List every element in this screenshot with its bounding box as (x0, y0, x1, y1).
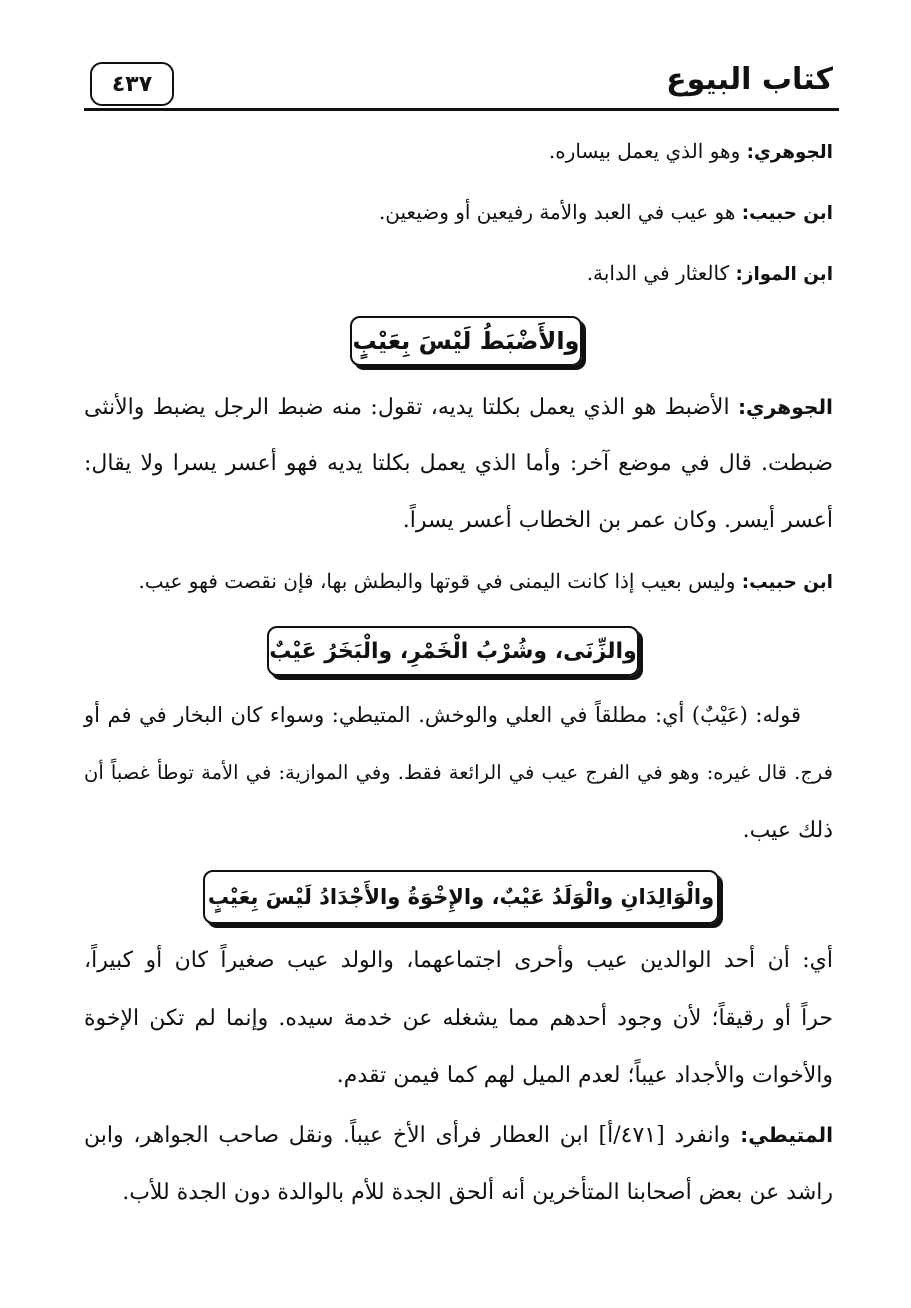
paragraph-text: هو عيب في العبد والأمة رفيعين أو وضيعين. (378, 200, 742, 224)
page-number: ٤٣٧ (111, 71, 153, 97)
paragraph-text: ذلك عيب. (742, 818, 833, 843)
header-rule (84, 108, 839, 111)
explanation-line-2 (84, 1004, 833, 1034)
paragraph-jawhari-2-line-3 (84, 506, 833, 536)
matn-text: والزِّنَى، وشُرْبُ الْخَمْرِ، والْبَخَرُ عَيْبٌ (269, 638, 637, 664)
speaker-label: المتيطي: (740, 1123, 834, 1147)
speaker-label: ابن حبيب: (741, 203, 833, 224)
paragraph-jawhari-2-line-1 (84, 392, 833, 423)
commentary-line-1 (84, 700, 801, 730)
explanation-line-3 (84, 1061, 833, 1091)
paragraph-text: وليس بعيب إذا كانت اليمنى في قوتها والبطش بها، فإن نقصت فهو عيب. (138, 569, 742, 593)
paragraph-ibn-habib-1 (84, 197, 833, 229)
paragraph-text: كالعثار في الدابة. (586, 261, 736, 285)
paragraph-ibn-habib-2 (84, 566, 833, 598)
paragraph-text: فرج. قال غيره: وهو في الفرج عيب في الرائعة فقط. وفي الموازية: في الأمة توطأ غصباً أن (84, 761, 833, 784)
paragraph-text: وانفرد [٤٧١/أ] ابن العطار فرأى الأخ عيباً. ونقل صاحب الجواهر، وابن (84, 1123, 741, 1148)
paragraph-text: حراً أو رقيقاً؛ لأن وجود أحدهم مما يشغله عن خدمة سيده. وإنما لم تكن الإخوة (84, 1006, 833, 1031)
speaker-label: الجوهري: (737, 395, 833, 419)
paragraph-jawhari-1 (84, 136, 833, 168)
paragraph-text: أعسر أيسر. وكان عمر بن الخطاب أعسر يسراً. (402, 508, 833, 533)
page-number-box (90, 62, 174, 106)
paragraph-ibn-al-mawaz (84, 258, 833, 290)
matn-text: والأَضْبَطُ لَيْسَ بِعَيْبٍ (352, 327, 580, 355)
commentary-line-2 (84, 758, 833, 788)
speaker-label: ابن المواز: (735, 264, 833, 285)
paragraph-text: قوله: (عَيْبٌ) أي: مطلقاً في العلي والوخش. المتيطي: وسواء كان البخار في فم أو (84, 703, 801, 727)
speaker-label: الجوهري: (746, 142, 833, 163)
speaker-label: ابن حبيب: (741, 572, 833, 593)
paragraph-jawhari-2-line-2 (84, 449, 833, 479)
matn-text: والْوَالِدَانِ والْوَلَدُ عَيْبٌ، والإِخْوَةُ والأَجْدَادُ لَيْسَ بِعَيْبٍ (207, 885, 715, 909)
paragraph-text: أي: أن أحد الوالدين عيب وأحرى اجتماعهما، والولد عيب صغيراً كان أو كبيراً، (84, 948, 833, 973)
matn-box-2 (267, 626, 639, 676)
paragraph-mutaytii-line-1 (84, 1120, 833, 1151)
commentary-line-3 (84, 816, 833, 846)
paragraph-text: راشد عن بعض أصحابنا المتأخرين أنه ألحق الجدة للأم بالوالدة دون الجدة للأب. (122, 1180, 833, 1205)
paragraph-text: والأخوات والأجداد عيباً؛ لعدم الميل لهم كما فيمن تقدم. (336, 1063, 833, 1088)
paragraph-text: ضبطت. قال في موضع آخر: وأما الذي يعمل بكلتا يديه فهو أعسر يسرا ولا يقال: (84, 451, 833, 476)
paragraph-text: وهو الذي يعمل بيساره. (548, 139, 747, 163)
matn-box-3 (203, 870, 719, 924)
running-header-title: كتاب البيوع (666, 62, 833, 97)
paragraph-mutaytii-line-2 (84, 1178, 833, 1208)
paragraph-text: الأضبط هو الذي يعمل بكلتا يديه، تقول: منه ضبط الرجل يضبط والأنثى (84, 395, 738, 420)
explanation-line-1 (84, 946, 833, 976)
matn-box-1 (350, 316, 582, 366)
